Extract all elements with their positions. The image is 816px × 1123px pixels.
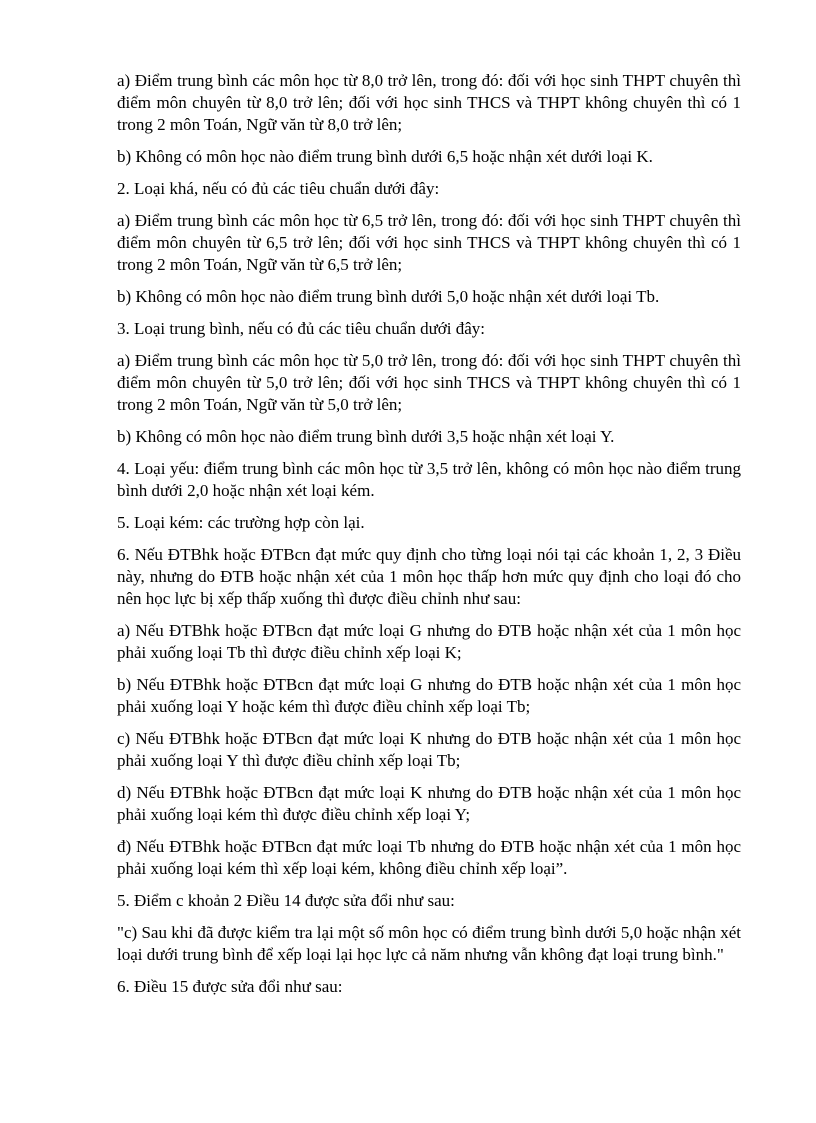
paragraph-kha-a: a) Điểm trung bình các môn học từ 6,5 trở lên, trong đó: đối với học sinh THPT chuyên thì điểm môn chuyên từ 6,5 trở lên; đối với học sinh THCS và THPT không chuyên thì có 1 trong 2 môn Toán, Ngữ văn từ 6,5 trở lên; [117, 211, 741, 274]
paragraph-amend-6: 6. Điều 15 được sửa đổi như sau: [117, 977, 343, 996]
paragraph-kha-b: b) Không có môn học nào điểm trung bình dưới 5,0 hoặc nhận xét dưới loại Tb. [117, 287, 660, 306]
paragraph-dieu-chinh-d: d) Nếu ĐTBhk hoặc ĐTBcn đạt mức loại K nhưng do ĐTB hoặc nhận xét của 1 môn học phải xuống loại kém thì được điều chỉnh xếp loại Y; [117, 783, 741, 824]
paragraph-kha-heading: 2. Loại khá, nếu có đủ các tiêu chuẩn dưới đây: [117, 179, 440, 198]
paragraph-gioi-a: a) Điểm trung bình các môn học từ 8,0 trở lên, trong đó: đối với học sinh THPT chuyên thì điểm môn chuyên từ 8,0 trở lên; đối với học sinh THCS và THPT không chuyên thì có 1 trong 2 môn Toán, Ngữ văn từ 8,0 trở lên; [117, 71, 741, 134]
document-page [117, 70, 741, 1008]
paragraph-yeu: 4. Loại yếu: điểm trung bình các môn học từ 3,5 trở lên, không có môn học nào điểm trung bình dưới 2,0 hoặc nhận xét loại kém. [117, 459, 741, 500]
paragraph-dieu-chinh-b: b) Nếu ĐTBhk hoặc ĐTBcn đạt mức loại G nhưng do ĐTB hoặc nhận xét của 1 môn học phải xuống loại Y hoặc kém thì được điều chỉnh xếp loại Tb; [117, 675, 741, 716]
paragraph-dieu-chinh-a: a) Nếu ĐTBhk hoặc ĐTBcn đạt mức loại G nhưng do ĐTB hoặc nhận xét của 1 môn học phải xuống loại Tb thì được điều chỉnh xếp loại K; [117, 621, 741, 662]
paragraph-amend-5-c: "c) Sau khi đã được kiểm tra lại một số môn học có điểm trung bình dưới 5,0 hoặc nhận xét loại dưới trung bình để xếp loại lại học lực cả năm nhưng vẫn không đạt loại trung bình." [117, 923, 741, 964]
paragraph-dieu-chinh: 6. Nếu ĐTBhk hoặc ĐTBcn đạt mức quy định cho từng loại nói tại các khoản 1, 2, 3 Điều này, nhưng do ĐTB hoặc nhận xét của 1 môn học thấp hơn mức quy định cho loại đó cho nên học lực bị xếp thấp xuống thì được điều chỉnh như sau: [117, 545, 741, 608]
paragraph-amend-5: 5. Điểm c khoản 2 Điều 14 được sửa đổi như sau: [117, 891, 455, 910]
paragraph-trung-binh-a: a) Điểm trung bình các môn học từ 5,0 trở lên, trong đó: đối với học sinh THPT chuyên thì điểm môn chuyên từ 5,0 trở lên; đối với học sinh THCS và THPT không chuyên thì có 1 trong 2 môn Toán, Ngữ văn từ 5,0 trở lên; [117, 351, 741, 414]
paragraph-trung-binh-b: b) Không có môn học nào điểm trung bình dưới 3,5 hoặc nhận xét loại Y. [117, 427, 615, 446]
paragraph-gioi-b: b) Không có môn học nào điểm trung bình dưới 6,5 hoặc nhận xét dưới loại K. [117, 147, 653, 166]
paragraph-trung-binh-heading: 3. Loại trung bình, nếu có đủ các tiêu chuẩn dưới đây: [117, 319, 486, 338]
paragraph-dieu-chinh-c: c) Nếu ĐTBhk hoặc ĐTBcn đạt mức loại K nhưng do ĐTB hoặc nhận xét của 1 môn học phải xuống loại Y thì được điều chỉnh xếp loại Tb; [117, 729, 741, 770]
paragraph-kem: 5. Loại kém: các trường hợp còn lại. [117, 513, 365, 532]
paragraph-dieu-chinh-dd: đ) Nếu ĐTBhk hoặc ĐTBcn đạt mức loại Tb nhưng do ĐTB hoặc nhận xét của 1 môn học phải xuống loại kém thì xếp loại kém, không điều chỉnh xếp loại”. [117, 837, 741, 878]
